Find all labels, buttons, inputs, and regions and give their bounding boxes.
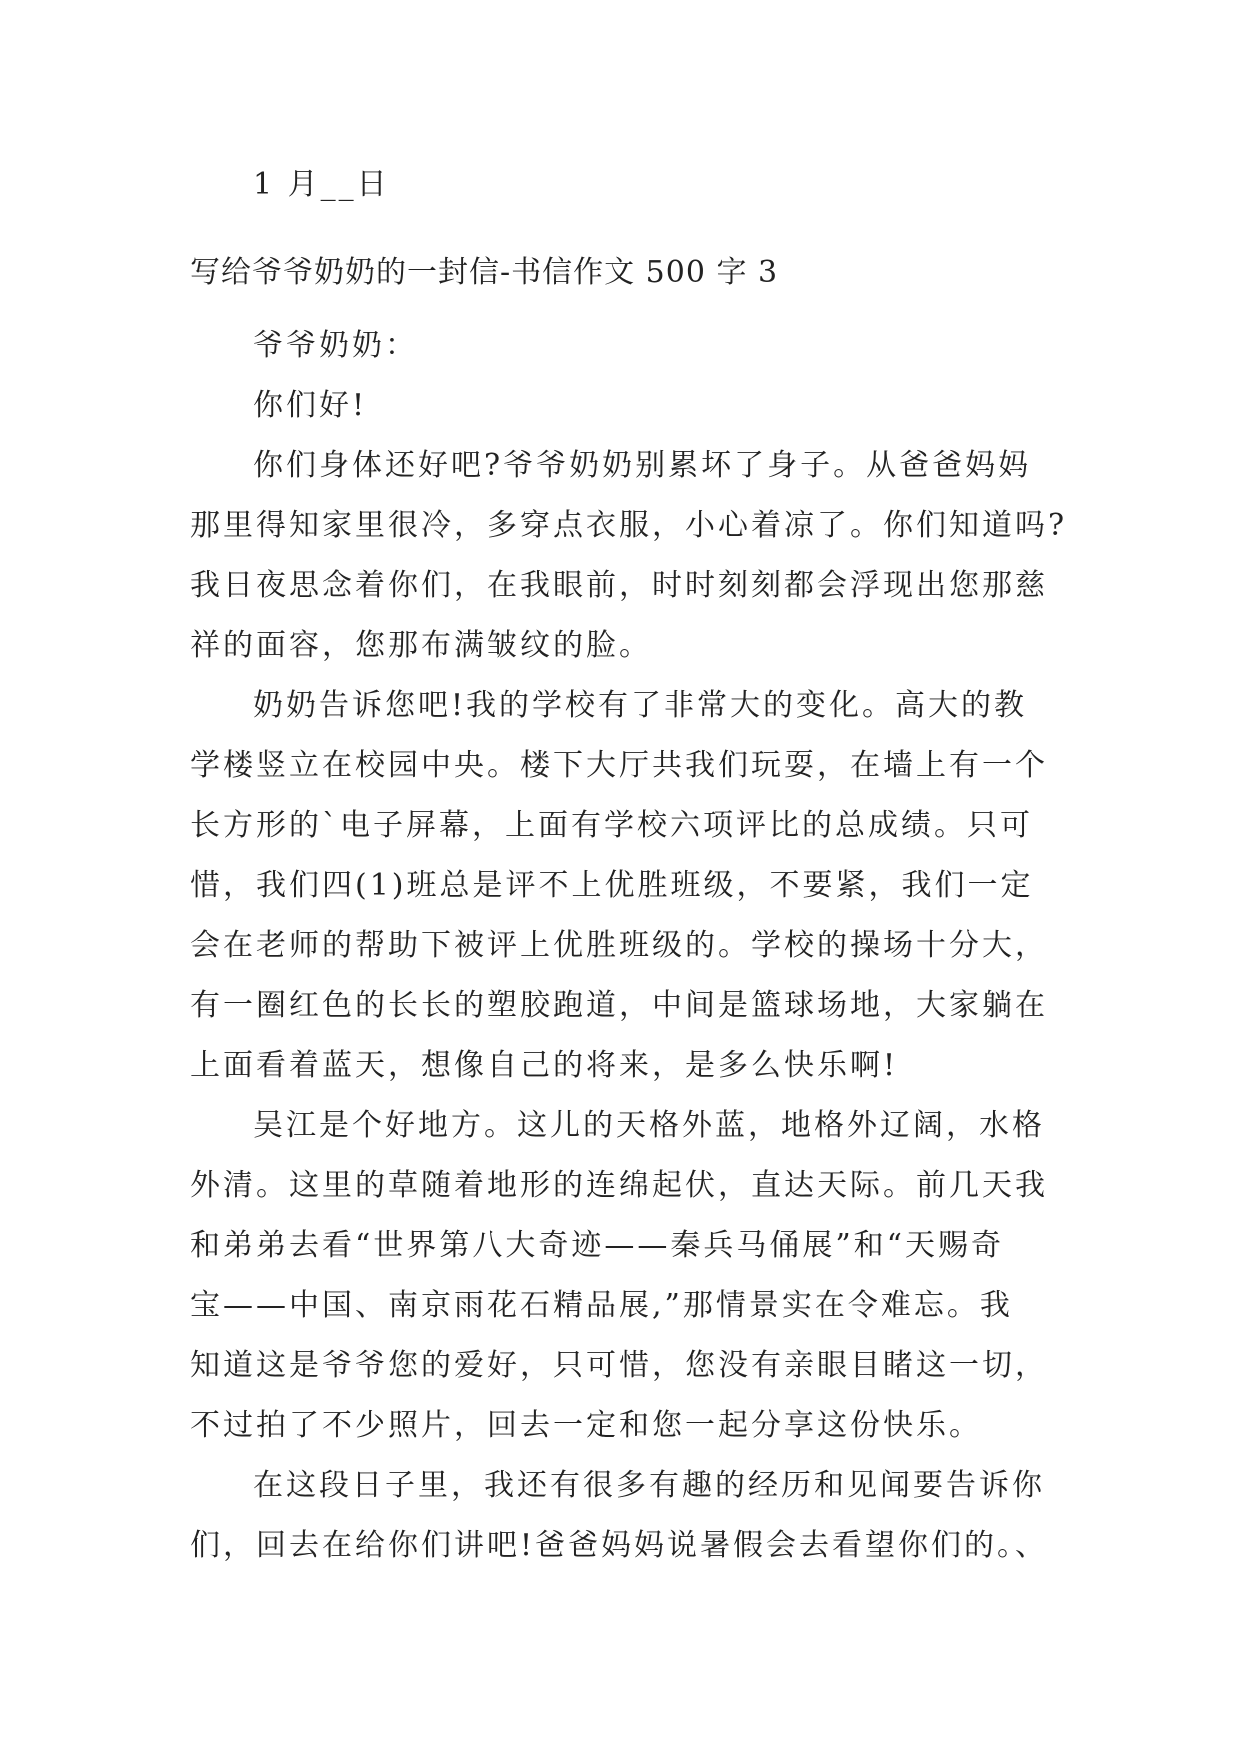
paragraph-line: 不过拍了不少照片，回去一定和您一起分享这份快乐。 <box>190 1408 982 1443</box>
salutation: 爷爷奶奶： <box>253 328 418 363</box>
paragraph-1 <box>190 436 1068 676</box>
paragraph-line: 长方形的`电子屏幕，上面有学校六项评比的总成绩。只可 <box>190 808 1033 843</box>
paragraph-line: 吴江是个好地方。这儿的天格外蓝，地格外辽阔，水格 <box>253 1108 1045 1143</box>
paragraph-line: 那里得知家里很冷，多穿点衣服，小心着凉了。你们知道吗? <box>190 508 1068 543</box>
paragraph-line: 上面看着蓝天，想像自己的将来，是多么快乐啊! <box>190 1048 899 1083</box>
letter-title: 写给爷爷奶奶的一封信-书信作文 500 字 3 <box>190 255 779 290</box>
paragraph-line: 祥的面容，您那布满皱纹的脸。 <box>190 628 652 663</box>
paragraph-line: 我日夜思念着你们，在我眼前，时时刻刻都会浮现出您那慈 <box>190 568 1048 603</box>
paragraph-line: 惜，我们四(1)班总是评不上优胜班级，不要紧，我们一定 <box>190 868 1034 903</box>
greeting: 你们好! <box>253 388 368 423</box>
paragraph-4 <box>190 1456 1060 1576</box>
paragraph-line: 你们身体还好吧?爷爷奶奶别累坏了身子。从爸爸妈妈 <box>253 448 1032 483</box>
paragraph-2 <box>190 676 1060 1096</box>
paragraph-3 <box>190 1096 1060 1456</box>
paragraph-line: 知道这是爷爷您的爱好，只可惜，您没有亲眼目睹这一切， <box>190 1348 1048 1383</box>
date-line: 1 月__日 <box>253 167 390 202</box>
letter-body <box>190 316 1068 1576</box>
paragraph-line: 奶奶告诉您吧!我的学校有了非常大的变化。高大的教 <box>253 688 1028 723</box>
paragraph-line: 宝——中国、南京雨花石精品展,”那情景实在令难忘。我 <box>190 1288 1013 1323</box>
paragraph-line: 在这段日子里，我还有很多有趣的经历和见闻要告诉你 <box>253 1468 1045 1503</box>
paragraph-line: 们，回去在给你们讲吧!爸爸妈妈说暑假会去看望你们的。、 <box>190 1528 1049 1563</box>
paragraph-line: 学楼竖立在校园中央。楼下大厅共我们玩耍，在墙上有一个 <box>190 748 1048 783</box>
paragraph-line: 外清。这里的草随着地形的连绵起伏，直达天际。前几天我 <box>190 1168 1048 1203</box>
paragraph-line: 有一圈红色的长长的塑胶跑道，中间是篮球场地，大家躺在 <box>190 988 1048 1023</box>
paragraph-line: 会在老师的帮助下被评上优胜班级的。学校的操场十分大， <box>190 928 1048 963</box>
paragraph-line: 和弟弟去看“世界第八大奇迹——秦兵马俑展”和“天赐奇 <box>190 1228 1005 1263</box>
